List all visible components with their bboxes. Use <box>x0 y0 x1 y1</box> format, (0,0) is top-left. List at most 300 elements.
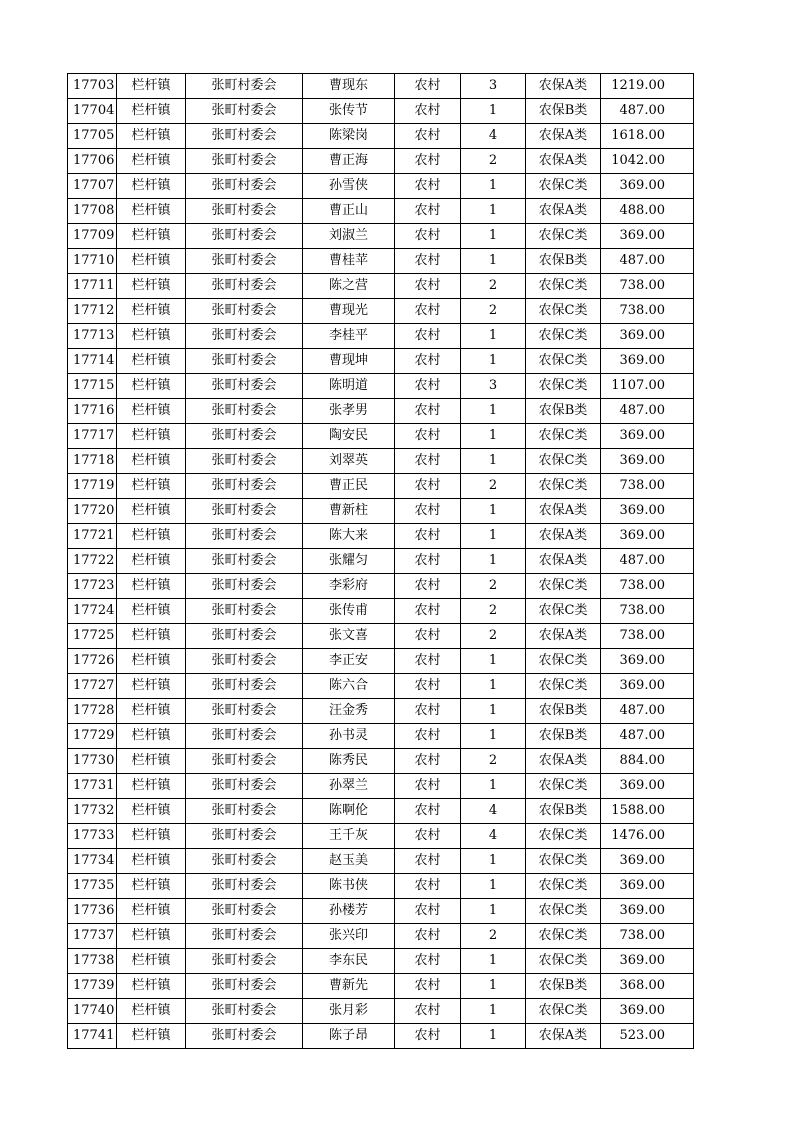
person-name-cell: 陈秀民 <box>303 749 395 774</box>
area-type-cell: 农村 <box>395 674 461 699</box>
table-row <box>68 874 694 899</box>
village-committee-cell: 张町村委会 <box>186 174 303 199</box>
person-name-cell: 陈六合 <box>303 674 395 699</box>
insurance-category-cell: 农保A类 <box>526 149 601 174</box>
table-row <box>68 174 694 199</box>
insurance-category-cell: 农保A类 <box>526 124 601 149</box>
table-row <box>68 399 694 424</box>
household-count-cell: 2 <box>461 749 526 774</box>
insurance-category-cell: 农保B类 <box>526 249 601 274</box>
household-count-cell: 1 <box>461 199 526 224</box>
area-type-cell: 农村 <box>395 599 461 624</box>
household-count-cell: 1 <box>461 424 526 449</box>
area-type-cell: 农村 <box>395 174 461 199</box>
record-id-cell: 17705 <box>68 124 117 149</box>
village-committee-cell: 张町村委会 <box>186 774 303 799</box>
village-committee-cell: 张町村委会 <box>186 299 303 324</box>
town-cell: 栏杆镇 <box>117 874 186 899</box>
person-name-cell: 曹现坤 <box>303 349 395 374</box>
table-row <box>68 749 694 774</box>
village-committee-cell: 张町村委会 <box>186 374 303 399</box>
person-name-cell: 孙书灵 <box>303 724 395 749</box>
area-type-cell: 农村 <box>395 424 461 449</box>
person-name-cell: 陈子昂 <box>303 1024 395 1049</box>
record-id-cell: 17733 <box>68 824 117 849</box>
amount-cell: 369.00 <box>601 524 694 549</box>
town-cell: 栏杆镇 <box>117 799 186 824</box>
area-type-cell: 农村 <box>395 949 461 974</box>
person-name-cell: 曹新先 <box>303 974 395 999</box>
household-count-cell: 1 <box>461 649 526 674</box>
person-name-cell: 张月彩 <box>303 999 395 1024</box>
amount-cell: 369.00 <box>601 674 694 699</box>
insurance-category-cell: 农保C类 <box>526 274 601 299</box>
amount-cell: 487.00 <box>601 699 694 724</box>
village-committee-cell: 张町村委会 <box>186 74 303 99</box>
table-row <box>68 649 694 674</box>
amount-cell: 523.00 <box>601 1024 694 1049</box>
area-type-cell: 农村 <box>395 1024 461 1049</box>
village-committee-cell: 张町村委会 <box>186 499 303 524</box>
insurance-category-cell: 农保C类 <box>526 324 601 349</box>
village-committee-cell: 张町村委会 <box>186 574 303 599</box>
area-type-cell: 农村 <box>395 924 461 949</box>
household-count-cell: 2 <box>461 274 526 299</box>
insurance-category-cell: 农保A类 <box>526 74 601 99</box>
town-cell: 栏杆镇 <box>117 849 186 874</box>
village-committee-cell: 张町村委会 <box>186 199 303 224</box>
village-committee-cell: 张町村委会 <box>186 449 303 474</box>
area-type-cell: 农村 <box>395 324 461 349</box>
amount-cell: 1588.00 <box>601 799 694 824</box>
household-count-cell: 2 <box>461 574 526 599</box>
amount-cell: 487.00 <box>601 249 694 274</box>
household-count-cell: 1 <box>461 874 526 899</box>
amount-cell: 1042.00 <box>601 149 694 174</box>
household-count-cell: 1 <box>461 949 526 974</box>
table-row <box>68 1024 694 1049</box>
amount-cell: 369.00 <box>601 849 694 874</box>
person-name-cell: 曹现东 <box>303 74 395 99</box>
village-committee-cell: 张町村委会 <box>186 349 303 374</box>
household-count-cell: 3 <box>461 374 526 399</box>
record-id-cell: 17720 <box>68 499 117 524</box>
household-count-cell: 4 <box>461 824 526 849</box>
area-type-cell: 农村 <box>395 624 461 649</box>
person-name-cell: 赵玉美 <box>303 849 395 874</box>
amount-cell: 738.00 <box>601 474 694 499</box>
town-cell: 栏杆镇 <box>117 299 186 324</box>
table-row <box>68 674 694 699</box>
amount-cell: 369.00 <box>601 349 694 374</box>
village-committee-cell: 张町村委会 <box>186 649 303 674</box>
insurance-category-cell: 农保C类 <box>526 449 601 474</box>
village-committee-cell: 张町村委会 <box>186 874 303 899</box>
record-id-cell: 17726 <box>68 649 117 674</box>
amount-cell: 738.00 <box>601 299 694 324</box>
table-row <box>68 699 694 724</box>
town-cell: 栏杆镇 <box>117 349 186 374</box>
household-count-cell: 1 <box>461 1024 526 1049</box>
amount-cell: 1107.00 <box>601 374 694 399</box>
town-cell: 栏杆镇 <box>117 599 186 624</box>
record-id-cell: 17736 <box>68 899 117 924</box>
insurance-category-cell: 农保B类 <box>526 399 601 424</box>
person-name-cell: 李正安 <box>303 649 395 674</box>
village-committee-cell: 张町村委会 <box>186 749 303 774</box>
table-row <box>68 274 694 299</box>
village-committee-cell: 张町村委会 <box>186 399 303 424</box>
record-id-cell: 17722 <box>68 549 117 574</box>
table-row <box>68 624 694 649</box>
area-type-cell: 农村 <box>395 524 461 549</box>
record-id-cell: 17703 <box>68 74 117 99</box>
village-committee-cell: 张町村委会 <box>186 799 303 824</box>
town-cell: 栏杆镇 <box>117 749 186 774</box>
area-type-cell: 农村 <box>395 849 461 874</box>
village-committee-cell: 张町村委会 <box>186 724 303 749</box>
town-cell: 栏杆镇 <box>117 1024 186 1049</box>
village-committee-cell: 张町村委会 <box>186 699 303 724</box>
record-id-cell: 17723 <box>68 574 117 599</box>
person-name-cell: 李东民 <box>303 949 395 974</box>
amount-cell: 884.00 <box>601 749 694 774</box>
amount-cell: 738.00 <box>601 924 694 949</box>
person-name-cell: 曹新柱 <box>303 499 395 524</box>
amount-cell: 488.00 <box>601 199 694 224</box>
area-type-cell: 农村 <box>395 99 461 124</box>
area-type-cell: 农村 <box>395 249 461 274</box>
town-cell: 栏杆镇 <box>117 174 186 199</box>
table-row <box>68 124 694 149</box>
insurance-category-cell: 农保C类 <box>526 999 601 1024</box>
amount-cell: 738.00 <box>601 574 694 599</box>
town-cell: 栏杆镇 <box>117 649 186 674</box>
insurance-category-cell: 农保A类 <box>526 199 601 224</box>
record-id-cell: 17731 <box>68 774 117 799</box>
village-committee-cell: 张町村委会 <box>186 949 303 974</box>
record-id-cell: 17741 <box>68 1024 117 1049</box>
village-committee-cell: 张町村委会 <box>186 224 303 249</box>
insurance-category-cell: 农保B类 <box>526 724 601 749</box>
town-cell: 栏杆镇 <box>117 699 186 724</box>
area-type-cell: 农村 <box>395 474 461 499</box>
table-row <box>68 224 694 249</box>
amount-cell: 487.00 <box>601 399 694 424</box>
insurance-category-cell: 农保C类 <box>526 674 601 699</box>
amount-cell: 487.00 <box>601 724 694 749</box>
record-id-cell: 17716 <box>68 399 117 424</box>
area-type-cell: 农村 <box>395 274 461 299</box>
area-type-cell: 农村 <box>395 349 461 374</box>
town-cell: 栏杆镇 <box>117 549 186 574</box>
area-type-cell: 农村 <box>395 124 461 149</box>
household-count-cell: 1 <box>461 699 526 724</box>
insurance-category-cell: 农保C类 <box>526 349 601 374</box>
household-count-cell: 1 <box>461 849 526 874</box>
area-type-cell: 农村 <box>395 824 461 849</box>
table-row <box>68 799 694 824</box>
amount-cell: 369.00 <box>601 499 694 524</box>
area-type-cell: 农村 <box>395 374 461 399</box>
area-type-cell: 农村 <box>395 649 461 674</box>
record-id-cell: 17721 <box>68 524 117 549</box>
area-type-cell: 农村 <box>395 74 461 99</box>
town-cell: 栏杆镇 <box>117 424 186 449</box>
record-id-cell: 17718 <box>68 449 117 474</box>
amount-cell: 1618.00 <box>601 124 694 149</box>
amount-cell: 738.00 <box>601 624 694 649</box>
table-row <box>68 824 694 849</box>
insurance-category-cell: 农保B类 <box>526 699 601 724</box>
table-row <box>68 74 694 99</box>
record-id-cell: 17714 <box>68 349 117 374</box>
village-committee-cell: 张町村委会 <box>186 474 303 499</box>
village-committee-cell: 张町村委会 <box>186 124 303 149</box>
town-cell: 栏杆镇 <box>117 524 186 549</box>
area-type-cell: 农村 <box>395 449 461 474</box>
town-cell: 栏杆镇 <box>117 399 186 424</box>
village-committee-cell: 张町村委会 <box>186 524 303 549</box>
town-cell: 栏杆镇 <box>117 374 186 399</box>
record-id-cell: 17710 <box>68 249 117 274</box>
table-row <box>68 549 694 574</box>
household-count-cell: 3 <box>461 74 526 99</box>
amount-cell: 487.00 <box>601 549 694 574</box>
amount-cell: 369.00 <box>601 449 694 474</box>
insurance-category-cell: 农保C类 <box>526 899 601 924</box>
insurance-category-cell: 农保C类 <box>526 649 601 674</box>
insurance-category-cell: 农保A类 <box>526 549 601 574</box>
person-name-cell: 刘淑兰 <box>303 224 395 249</box>
town-cell: 栏杆镇 <box>117 924 186 949</box>
household-count-cell: 1 <box>461 224 526 249</box>
household-count-cell: 1 <box>461 974 526 999</box>
amount-cell: 369.00 <box>601 224 694 249</box>
table-row <box>68 974 694 999</box>
town-cell: 栏杆镇 <box>117 124 186 149</box>
record-id-cell: 17719 <box>68 474 117 499</box>
amount-cell: 369.00 <box>601 949 694 974</box>
household-count-cell: 1 <box>461 174 526 199</box>
household-count-cell: 1 <box>461 774 526 799</box>
person-name-cell: 张文喜 <box>303 624 395 649</box>
person-name-cell: 汪金秀 <box>303 699 395 724</box>
table-row <box>68 499 694 524</box>
insurance-category-cell: 农保A类 <box>526 1024 601 1049</box>
person-name-cell: 张兴印 <box>303 924 395 949</box>
area-type-cell: 农村 <box>395 149 461 174</box>
area-type-cell: 农村 <box>395 299 461 324</box>
village-committee-cell: 张町村委会 <box>186 974 303 999</box>
person-name-cell: 陈啊伦 <box>303 799 395 824</box>
record-id-cell: 17729 <box>68 724 117 749</box>
insurance-category-cell: 农保A类 <box>526 499 601 524</box>
table-row <box>68 149 694 174</box>
record-id-cell: 17725 <box>68 624 117 649</box>
village-committee-cell: 张町村委会 <box>186 249 303 274</box>
person-name-cell: 李彩府 <box>303 574 395 599</box>
table-row <box>68 949 694 974</box>
person-name-cell: 陈大来 <box>303 524 395 549</box>
village-committee-cell: 张町村委会 <box>186 1024 303 1049</box>
area-type-cell: 农村 <box>395 799 461 824</box>
town-cell: 栏杆镇 <box>117 99 186 124</box>
insurance-category-cell: 农保B类 <box>526 99 601 124</box>
town-cell: 栏杆镇 <box>117 249 186 274</box>
amount-cell: 738.00 <box>601 599 694 624</box>
table-row <box>68 199 694 224</box>
town-cell: 栏杆镇 <box>117 474 186 499</box>
record-id-cell: 17728 <box>68 699 117 724</box>
table-row <box>68 324 694 349</box>
person-name-cell: 曹正民 <box>303 474 395 499</box>
village-committee-cell: 张町村委会 <box>186 999 303 1024</box>
table-row <box>68 349 694 374</box>
insurance-category-cell: 农保A类 <box>526 524 601 549</box>
household-count-cell: 1 <box>461 449 526 474</box>
person-name-cell: 陈明道 <box>303 374 395 399</box>
insurance-category-cell: 农保C类 <box>526 774 601 799</box>
town-cell: 栏杆镇 <box>117 449 186 474</box>
person-name-cell: 曹现光 <box>303 299 395 324</box>
village-committee-cell: 张町村委会 <box>186 549 303 574</box>
town-cell: 栏杆镇 <box>117 674 186 699</box>
record-id-cell: 17734 <box>68 849 117 874</box>
insurance-category-cell: 农保C类 <box>526 374 601 399</box>
household-count-cell: 2 <box>461 299 526 324</box>
household-count-cell: 4 <box>461 799 526 824</box>
area-type-cell: 农村 <box>395 199 461 224</box>
insurance-category-cell: 农保A类 <box>526 749 601 774</box>
household-count-cell: 2 <box>461 924 526 949</box>
record-id-cell: 17732 <box>68 799 117 824</box>
village-committee-cell: 张町村委会 <box>186 424 303 449</box>
person-name-cell: 陈梁岗 <box>303 124 395 149</box>
insurance-category-cell: 农保C类 <box>526 299 601 324</box>
person-name-cell: 陈书侠 <box>303 874 395 899</box>
area-type-cell: 农村 <box>395 224 461 249</box>
insurance-category-cell: 农保C类 <box>526 924 601 949</box>
table-row <box>68 849 694 874</box>
record-id-cell: 17724 <box>68 599 117 624</box>
person-name-cell: 陈之营 <box>303 274 395 299</box>
amount-cell: 369.00 <box>601 874 694 899</box>
table-row <box>68 924 694 949</box>
person-name-cell: 王千灰 <box>303 824 395 849</box>
table-body <box>68 74 694 1049</box>
person-name-cell: 曹桂苹 <box>303 249 395 274</box>
record-id-cell: 17739 <box>68 974 117 999</box>
village-committee-cell: 张町村委会 <box>186 624 303 649</box>
household-count-cell: 1 <box>461 674 526 699</box>
area-type-cell: 农村 <box>395 699 461 724</box>
amount-cell: 369.00 <box>601 324 694 349</box>
record-id-cell: 17727 <box>68 674 117 699</box>
village-committee-cell: 张町村委会 <box>186 824 303 849</box>
record-id-cell: 17730 <box>68 749 117 774</box>
insurance-category-cell: 农保C类 <box>526 474 601 499</box>
area-type-cell: 农村 <box>395 549 461 574</box>
insurance-category-cell: 农保C类 <box>526 599 601 624</box>
household-count-cell: 2 <box>461 624 526 649</box>
amount-cell: 487.00 <box>601 99 694 124</box>
insurance-category-cell: 农保C类 <box>526 874 601 899</box>
village-committee-cell: 张町村委会 <box>186 674 303 699</box>
amount-cell: 369.00 <box>601 774 694 799</box>
insurance-category-cell: 农保C类 <box>526 824 601 849</box>
town-cell: 栏杆镇 <box>117 574 186 599</box>
village-committee-cell: 张町村委会 <box>186 324 303 349</box>
record-id-cell: 17704 <box>68 99 117 124</box>
insurance-category-cell: 农保C类 <box>526 849 601 874</box>
area-type-cell: 农村 <box>395 974 461 999</box>
town-cell: 栏杆镇 <box>117 499 186 524</box>
village-committee-cell: 张町村委会 <box>186 99 303 124</box>
area-type-cell: 农村 <box>395 749 461 774</box>
record-id-cell: 17711 <box>68 274 117 299</box>
household-count-cell: 2 <box>461 474 526 499</box>
amount-cell: 369.00 <box>601 424 694 449</box>
table-row <box>68 299 694 324</box>
table-row <box>68 999 694 1024</box>
table-row <box>68 774 694 799</box>
amount-cell: 369.00 <box>601 999 694 1024</box>
person-name-cell: 张传节 <box>303 99 395 124</box>
record-id-cell: 17707 <box>68 174 117 199</box>
town-cell: 栏杆镇 <box>117 324 186 349</box>
town-cell: 栏杆镇 <box>117 149 186 174</box>
household-count-cell: 1 <box>461 349 526 374</box>
person-name-cell: 刘翠英 <box>303 449 395 474</box>
household-count-cell: 1 <box>461 249 526 274</box>
town-cell: 栏杆镇 <box>117 74 186 99</box>
data-table <box>67 73 694 1049</box>
town-cell: 栏杆镇 <box>117 774 186 799</box>
household-count-cell: 1 <box>461 999 526 1024</box>
village-committee-cell: 张町村委会 <box>186 149 303 174</box>
record-id-cell: 17709 <box>68 224 117 249</box>
table-row <box>68 574 694 599</box>
household-count-cell: 2 <box>461 599 526 624</box>
village-committee-cell: 张町村委会 <box>186 849 303 874</box>
insurance-category-cell: 农保C类 <box>526 574 601 599</box>
area-type-cell: 农村 <box>395 874 461 899</box>
area-type-cell: 农村 <box>395 499 461 524</box>
area-type-cell: 农村 <box>395 899 461 924</box>
record-id-cell: 17738 <box>68 949 117 974</box>
household-count-cell: 1 <box>461 99 526 124</box>
insurance-category-cell: 农保B类 <box>526 974 601 999</box>
person-name-cell: 李桂平 <box>303 324 395 349</box>
town-cell: 栏杆镇 <box>117 824 186 849</box>
amount-cell: 1476.00 <box>601 824 694 849</box>
village-committee-cell: 张町村委会 <box>186 899 303 924</box>
person-name-cell: 曹正海 <box>303 149 395 174</box>
table-row <box>68 724 694 749</box>
person-name-cell: 曹正山 <box>303 199 395 224</box>
table-row <box>68 524 694 549</box>
table-row <box>68 899 694 924</box>
record-id-cell: 17737 <box>68 924 117 949</box>
table-row <box>68 474 694 499</box>
insurance-category-cell: 农保B类 <box>526 799 601 824</box>
table-row <box>68 374 694 399</box>
insurance-category-cell: 农保C类 <box>526 224 601 249</box>
household-count-cell: 1 <box>461 399 526 424</box>
household-count-cell: 1 <box>461 324 526 349</box>
town-cell: 栏杆镇 <box>117 999 186 1024</box>
